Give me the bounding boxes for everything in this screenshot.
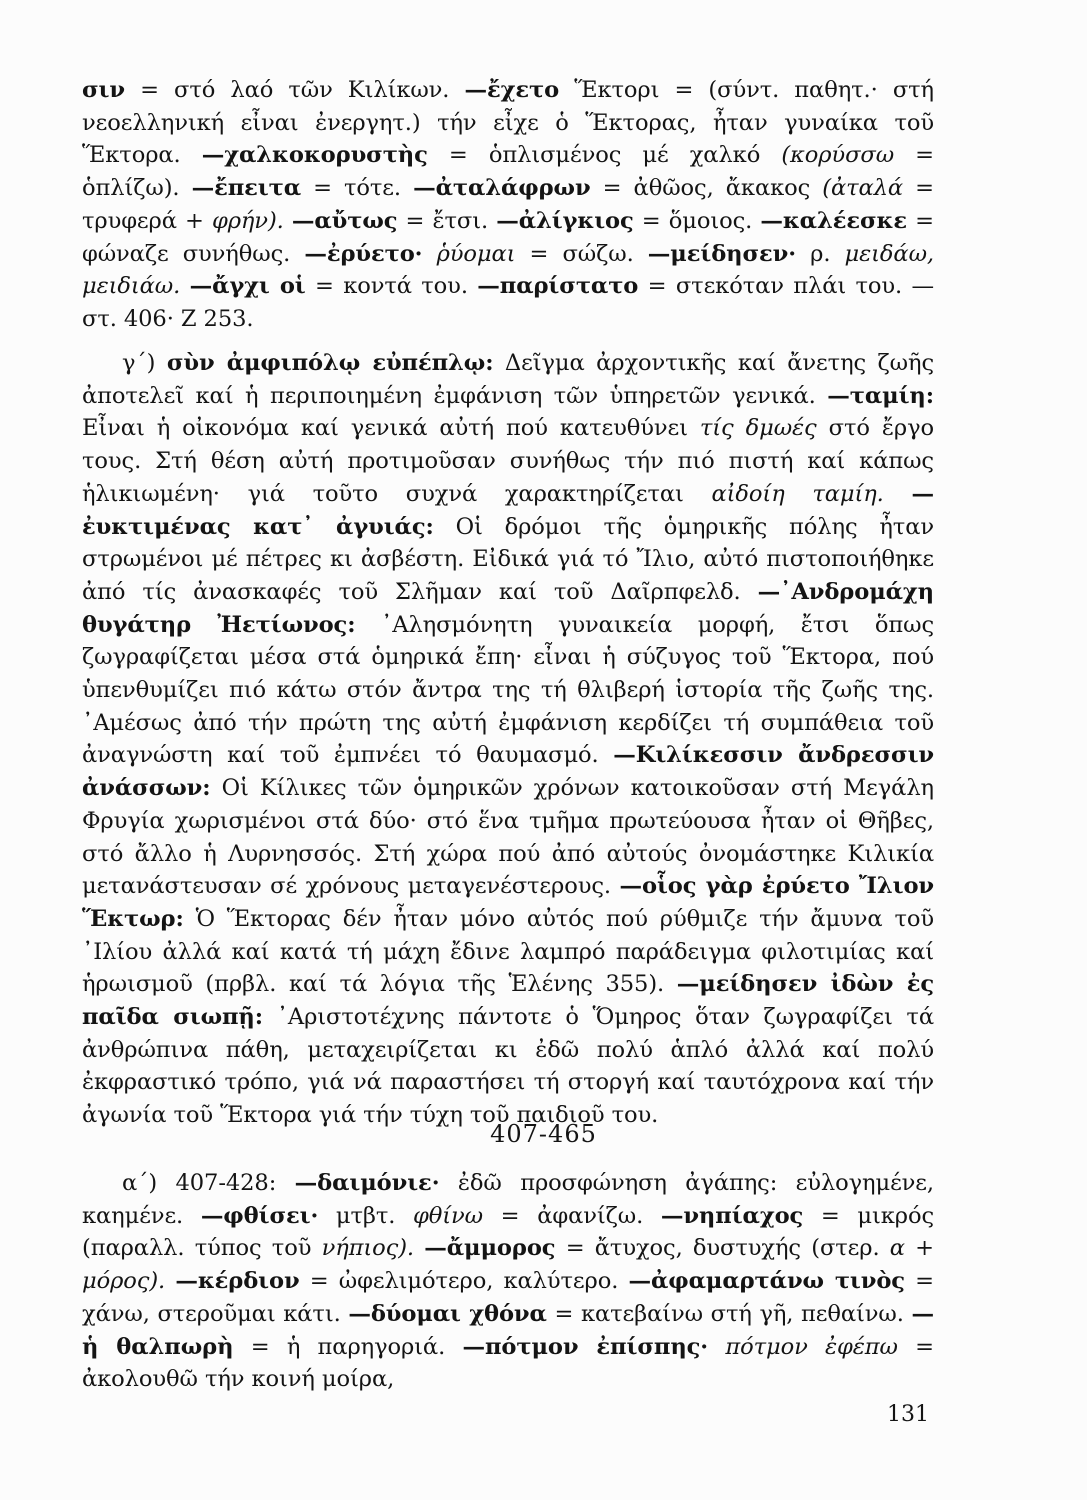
text-run: ρ. <box>796 240 845 267</box>
lemma-term: —νηπίαχος <box>660 1202 804 1229</box>
paragraph <box>82 347 934 1132</box>
paragraph <box>82 1167 934 1396</box>
lemma-term: —ἄγχι οἱ <box>189 273 306 300</box>
text-run: (ἀταλά <box>822 175 904 202</box>
text-run: = χάνω, στεροῦμαι κάτι. <box>82 1268 934 1327</box>
text-block-1 <box>82 74 934 336</box>
lemma-term: —Κιλίκεσσιν ἄνδρεσσιν ἀνάσσων: <box>82 742 934 802</box>
text-run: = κοντά του. <box>305 273 478 300</box>
lemma-term: —δύομαι χθόνα <box>348 1300 547 1327</box>
text-run: μτβτ. <box>318 1202 414 1229</box>
text-run: = ὠφελιμότερο, καλύτερο. <box>299 1268 629 1295</box>
paragraph <box>82 74 934 336</box>
text-run: α + μόρος). <box>82 1235 935 1295</box>
lemma-term: —ἄμμορος <box>424 1235 556 1262</box>
text-run <box>708 1334 725 1360</box>
lemma-term: —ἀλίγκιος <box>496 207 634 234</box>
text-run: α΄) 407-428: <box>122 1170 295 1196</box>
text-run: σιν <box>82 77 125 103</box>
text-run: = ὁπλισμένος μέ χαλκό <box>427 142 782 169</box>
text-run: = στεκόταν πλάι του. —στ. 406· Ζ 253. <box>82 273 934 332</box>
text-run <box>884 481 912 507</box>
lemma-term: —ἐρύετο· <box>304 240 423 267</box>
lemma-term: —ἡ θαλπωρὴ <box>82 1300 934 1360</box>
lemma-term: —ταμίη: <box>827 382 934 409</box>
text-run: μειδάω, μειδιάω. <box>82 240 934 300</box>
text-run: = τότε. <box>301 175 414 202</box>
text-block-3 <box>82 1167 934 1396</box>
text-run: = ἀφανίζω. <box>483 1202 661 1229</box>
text-run: Εἶναι ἡ οἰκονόμα καί γενικά αὐτή πού κατευθύνει <box>82 415 700 442</box>
text-run: ᾽Αριστοτέχνης πάντοτε ὁ Ὅμηρος ὅταν ζωγραφίζει τά ἀνθρώπινα πάθη, μεταχειρίζεται κι ἐδῶ πολύ ἁπλό ἀλλά καί πολύ ἐκφραστικό τρόπο, γιά νά παραστήσει τή στοργή καί ταυτόχρονα καί τήν ἀγωνία τοῦ Ἕκτορα γιά τήν τύχη τοῦ παιδιοῦ του. <box>82 1004 934 1129</box>
lemma-term: —φθίσει· <box>200 1202 319 1229</box>
lemma-term: σὺν ἀμφιπόλῳ εὐπέπλῳ: <box>166 350 494 376</box>
lemma-term: —ἔχετο <box>464 77 560 103</box>
text-run: ῥύομαι <box>436 240 516 267</box>
text-run: (κορύσσω <box>781 142 895 169</box>
text-run: νήπιος). <box>321 1235 415 1262</box>
lemma-term: —᾽Ανδρομάχη θυγάτηρ Ἠετίωνος: <box>82 578 934 638</box>
text-run: = φώναζε συνήθως. <box>82 207 934 267</box>
text-run: φθίνω <box>413 1202 483 1229</box>
lemma-term: —κέρδιον <box>175 1268 300 1295</box>
text-run: = ὅμοιος. <box>633 207 761 234</box>
text-run: στό ἔργο τους. Στή θέση αὐτή προτιμοῦσαν συνήθως τήν πιό πιστή καί κάπως ἡλικιωμένη· γιά τοῦτο συχνά χαρακτηρίζεται <box>82 415 934 507</box>
lemma-term: —αὔτως <box>291 207 398 234</box>
text-run: ἐδῶ προσφώνηση ἀγάπης: εὐλογημένε, καημένε. <box>82 1170 934 1229</box>
lemma-term: —ἔπειτα <box>191 175 302 202</box>
section-heading: 407-465 <box>490 1120 597 1148</box>
text-run: τίς δμωές <box>699 415 817 442</box>
text-run: γ΄) <box>122 350 167 376</box>
text-run: = σώζω. <box>515 240 648 267</box>
lemma-term: —ἀφαμαρτάνω τινὸς <box>628 1268 905 1295</box>
text-run: = ἄτυχος, δυστυχής (στερ. <box>555 1235 890 1262</box>
lemma-term: —χαλκοκορυστὴς <box>201 142 428 169</box>
text-run: = τρυφερά + <box>82 175 934 234</box>
lemma-term: —καλέεσκε <box>760 207 908 234</box>
text-run: πότμον ἐφέπω <box>725 1333 898 1360</box>
lemma-term: —οἷος γὰρ ἐρύετο Ἴλιον Ἕκτωρ: <box>82 873 934 932</box>
text-run: Ἕκτορι = (σύντ. παθητ.· στή νεοελληνική εἶναι ἐνεργητ.) τήν εἶχε ὁ Ἕκτορας, ἦταν γυναίκα τοῦ Ἕκτορα. <box>82 77 934 169</box>
lemma-term: —ἀταλάφρων <box>413 175 591 202</box>
text-run: Δεῖγμα ἀρχοντικῆς καί ἄνετης ζωῆς ἀποτελεῖ καί ἡ περιποιημένη ἐμφάνιση τῶν ὑπηρετῶν γενικά. <box>82 350 934 409</box>
text-run: Οἱ Κίλικες τῶν ὁμηρικῶν χρόνων κατοικοῦσαν στή Μεγάλη Φρυγία χωρισμένοι στά δύο· στό ἕνα τμῆμα πρωτεύουσα ἦταν οἱ Θῆβες, στό ἄλλο ἡ Λυρνησσός. Στή χώρα πού ἀπό αὐτούς ὀνομάστηκε Κιλικία μετανάστευσαν σέ χρόνους μεταγενέστερους. <box>82 775 934 900</box>
page-number: 131 <box>887 1402 929 1427</box>
text-run: = ἀκολουθῶ τήν κοινή μοίρα, <box>82 1333 935 1393</box>
lemma-term: —πότμον ἐπίσπης· <box>462 1333 709 1360</box>
text-run <box>422 241 436 267</box>
lemma-term: —δαιμόνιε· <box>294 1170 440 1196</box>
text-run <box>284 208 292 234</box>
text-run: = κατεβαίνω στή γῆ, πεθαίνω. <box>546 1300 912 1327</box>
text-block-2 <box>82 347 934 1132</box>
text-run: = ὁπλίζω). <box>82 142 934 202</box>
text-run: = ἡ παρηγοριά. <box>233 1333 463 1360</box>
text-run: = μικρός (παραλλ. τύπος τοῦ <box>82 1202 934 1262</box>
text-run: αἰδοίη ταμίη. <box>711 480 884 507</box>
lemma-term: —μείδησεν· <box>647 240 797 267</box>
text-run: Οἱ δρόμοι τῆς ὁμηρικῆς πόλης ἦταν στρωμένοι μέ πέτρες κι ἀσβέστη. Εἰδικά γιά τό Ἴλιο, αὐτό πιστοποιήθηκε ἀπό τίς ἀνασκαφές τοῦ Σλῆμαν καί τοῦ Δαῖρπφελδ. <box>82 513 934 605</box>
lemma-term: —μείδησεν ἰδὼν ἐς παῖδα σιωπῇ: <box>82 971 935 1031</box>
text-run: = ἔτσι. <box>397 207 497 234</box>
text-run: ᾽Αλησμόνητη γυναικεία μορφή, ἔτσι ὅπως ζωγραφίζεται μέσα στά ὁμηρικά ἔπη· εἶναι ἡ σύζυγος τοῦ Ἕκτορα, πού ὑπενθυμίζει πιό κάτω στόν ἄντρα της τή θλιβερή ἱστορία τῆς ζωῆς της. ᾽Αμέσως ἀπό τήν πρώτη της αὐτή ἐμφάνιση κερδίζει τή συμπάθεια τοῦ ἀναγνώστη καί τοῦ ἐμπνέει τό θαυμασμό. <box>82 611 934 769</box>
lemma-term: —ἐυκτιμένας κατ᾽ ἀγυιάς: <box>82 480 934 540</box>
text-run <box>414 1235 424 1261</box>
text-run: = ἀθῶος, ἄκακος <box>590 175 823 202</box>
text-run <box>165 1268 175 1294</box>
text-run: Ὁ Ἕκτορας δέν ἦταν μόνο αὐτός πού ρύθμιζε τήν ἄμυνα τοῦ ᾽Ιλίου ἀλλά καί κατά τή μάχη ἔδινε λαμπρό παράδειγμα φιλοτιμίας καί ἡρωισμοῦ (πρβλ. καί τά λόγια τῆς Ἑλένης 355). <box>82 905 934 998</box>
lemma-term: —παρίστατο <box>477 273 639 300</box>
text-run <box>180 273 189 299</box>
text-run: φρήν). <box>211 207 284 234</box>
text-run: = στό λαό τῶν Κιλίκων. <box>124 77 465 103</box>
